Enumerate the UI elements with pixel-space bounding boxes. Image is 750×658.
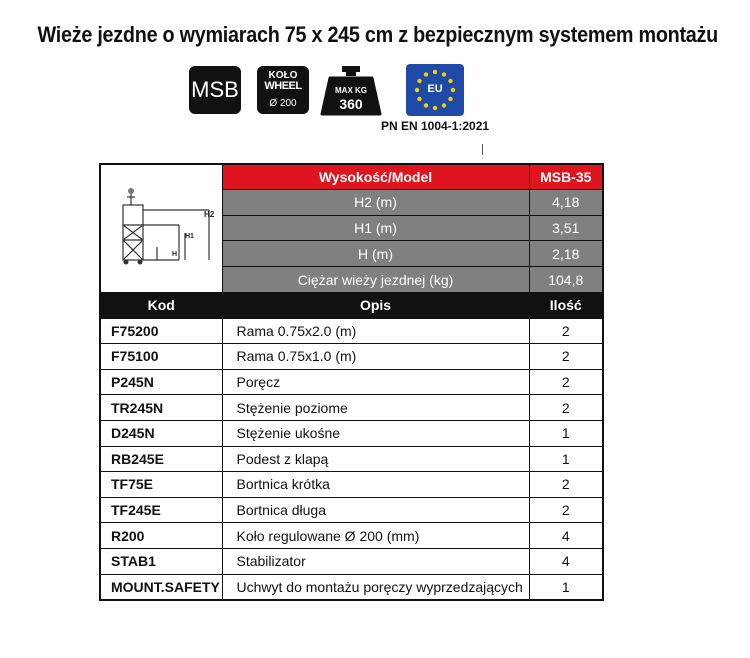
part-quantity: 2 (529, 318, 603, 344)
spec-value: 3,51 (529, 215, 603, 241)
spec-label: H (m) (222, 241, 529, 267)
part-quantity: 4 (529, 523, 603, 549)
table-row (100, 395, 603, 421)
h-label: H (172, 251, 178, 258)
h2-label: H2 (204, 210, 215, 219)
spec-value: 104,8 (529, 267, 603, 293)
part-quantity: 1 (529, 420, 603, 446)
part-description: Bortnica krótka (222, 472, 529, 498)
table-row (100, 344, 603, 370)
wheel-badge-line2: WHEEL (264, 80, 302, 92)
h1-label: H1 (185, 233, 194, 240)
standard-label: PN EN 1004-1:2021 (381, 119, 490, 133)
table-row (100, 497, 603, 523)
wheel-badge-line1: KOŁO (268, 70, 298, 81)
part-code: TF245E (100, 497, 222, 523)
part-quantity: 2 (529, 344, 603, 370)
header-code: Kod (100, 293, 222, 319)
part-quantity: 2 (529, 497, 603, 523)
part-code: RB245E (100, 446, 222, 472)
part-description: Uchwyt do montażu poręczy wyprzedzających (222, 574, 529, 600)
part-quantity: 2 (529, 472, 603, 498)
spec-value: 4,18 (529, 189, 603, 215)
part-description: Koło regulowane Ø 200 (mm) (222, 523, 529, 549)
part-description: Poręcz (222, 369, 529, 395)
part-code: TF75E (100, 472, 222, 498)
max-weight-icon (320, 64, 382, 116)
part-code: R200 (100, 523, 222, 549)
part-quantity: 1 (529, 446, 603, 472)
wheel-badge-diameter: Ø 200 (269, 98, 297, 109)
divider-tick (482, 144, 483, 155)
part-quantity: 2 (529, 369, 603, 395)
part-code: D245N (100, 420, 222, 446)
page-title: Wieże jezdne o wymiarach 75 x 245 cm z bezpiecznym systemem montażu (37, 22, 719, 47)
tower-diagram (100, 164, 222, 293)
part-description: Stężenie poziome (222, 395, 529, 421)
table-row (100, 574, 603, 600)
spec-table (99, 163, 604, 601)
max-weight-value: 360 (339, 96, 363, 112)
part-description: Stabilizator (222, 548, 529, 574)
parts-header-row (100, 293, 603, 319)
wheel-badge (257, 66, 309, 114)
header-model-name: MSB-35 (529, 164, 603, 189)
part-code: TR245N (100, 395, 222, 421)
eu-flag-label: EU (427, 83, 443, 95)
part-quantity: 1 (529, 574, 603, 600)
part-code: F75200 (100, 318, 222, 344)
spec-label: H2 (m) (222, 189, 529, 215)
header-quantity: Ilość (529, 293, 603, 319)
table-row (100, 523, 603, 549)
part-code: MOUNT.SAFETY (100, 574, 222, 600)
header-description: Opis (222, 293, 529, 319)
spec-label: H1 (m) (222, 215, 529, 241)
spec-value: 2,18 (529, 241, 603, 267)
table-row (100, 446, 603, 472)
part-code: P245N (100, 369, 222, 395)
spec-label: Ciężar wieży jezdnej (kg) (222, 267, 529, 293)
header-height-model: Wysokość/Model (222, 164, 529, 189)
part-description: Rama 0.75x2.0 (m) (222, 318, 529, 344)
table-row (100, 318, 603, 344)
max-weight-label: MAX KG (335, 86, 367, 95)
part-quantity: 4 (529, 548, 603, 574)
table-row (100, 420, 603, 446)
eu-flag-icon (406, 64, 464, 116)
part-code: STAB1 (100, 548, 222, 574)
part-description: Stężenie ukośne (222, 420, 529, 446)
part-description: Bortnica długa (222, 497, 529, 523)
part-description: Podest z klapą (222, 446, 529, 472)
table-row (100, 548, 603, 574)
table-row (100, 369, 603, 395)
part-code: F75100 (100, 344, 222, 370)
part-description: Rama 0.75x1.0 (m) (222, 344, 529, 370)
msb-badge: MSB (189, 66, 241, 114)
table-row (100, 472, 603, 498)
part-quantity: 2 (529, 395, 603, 421)
